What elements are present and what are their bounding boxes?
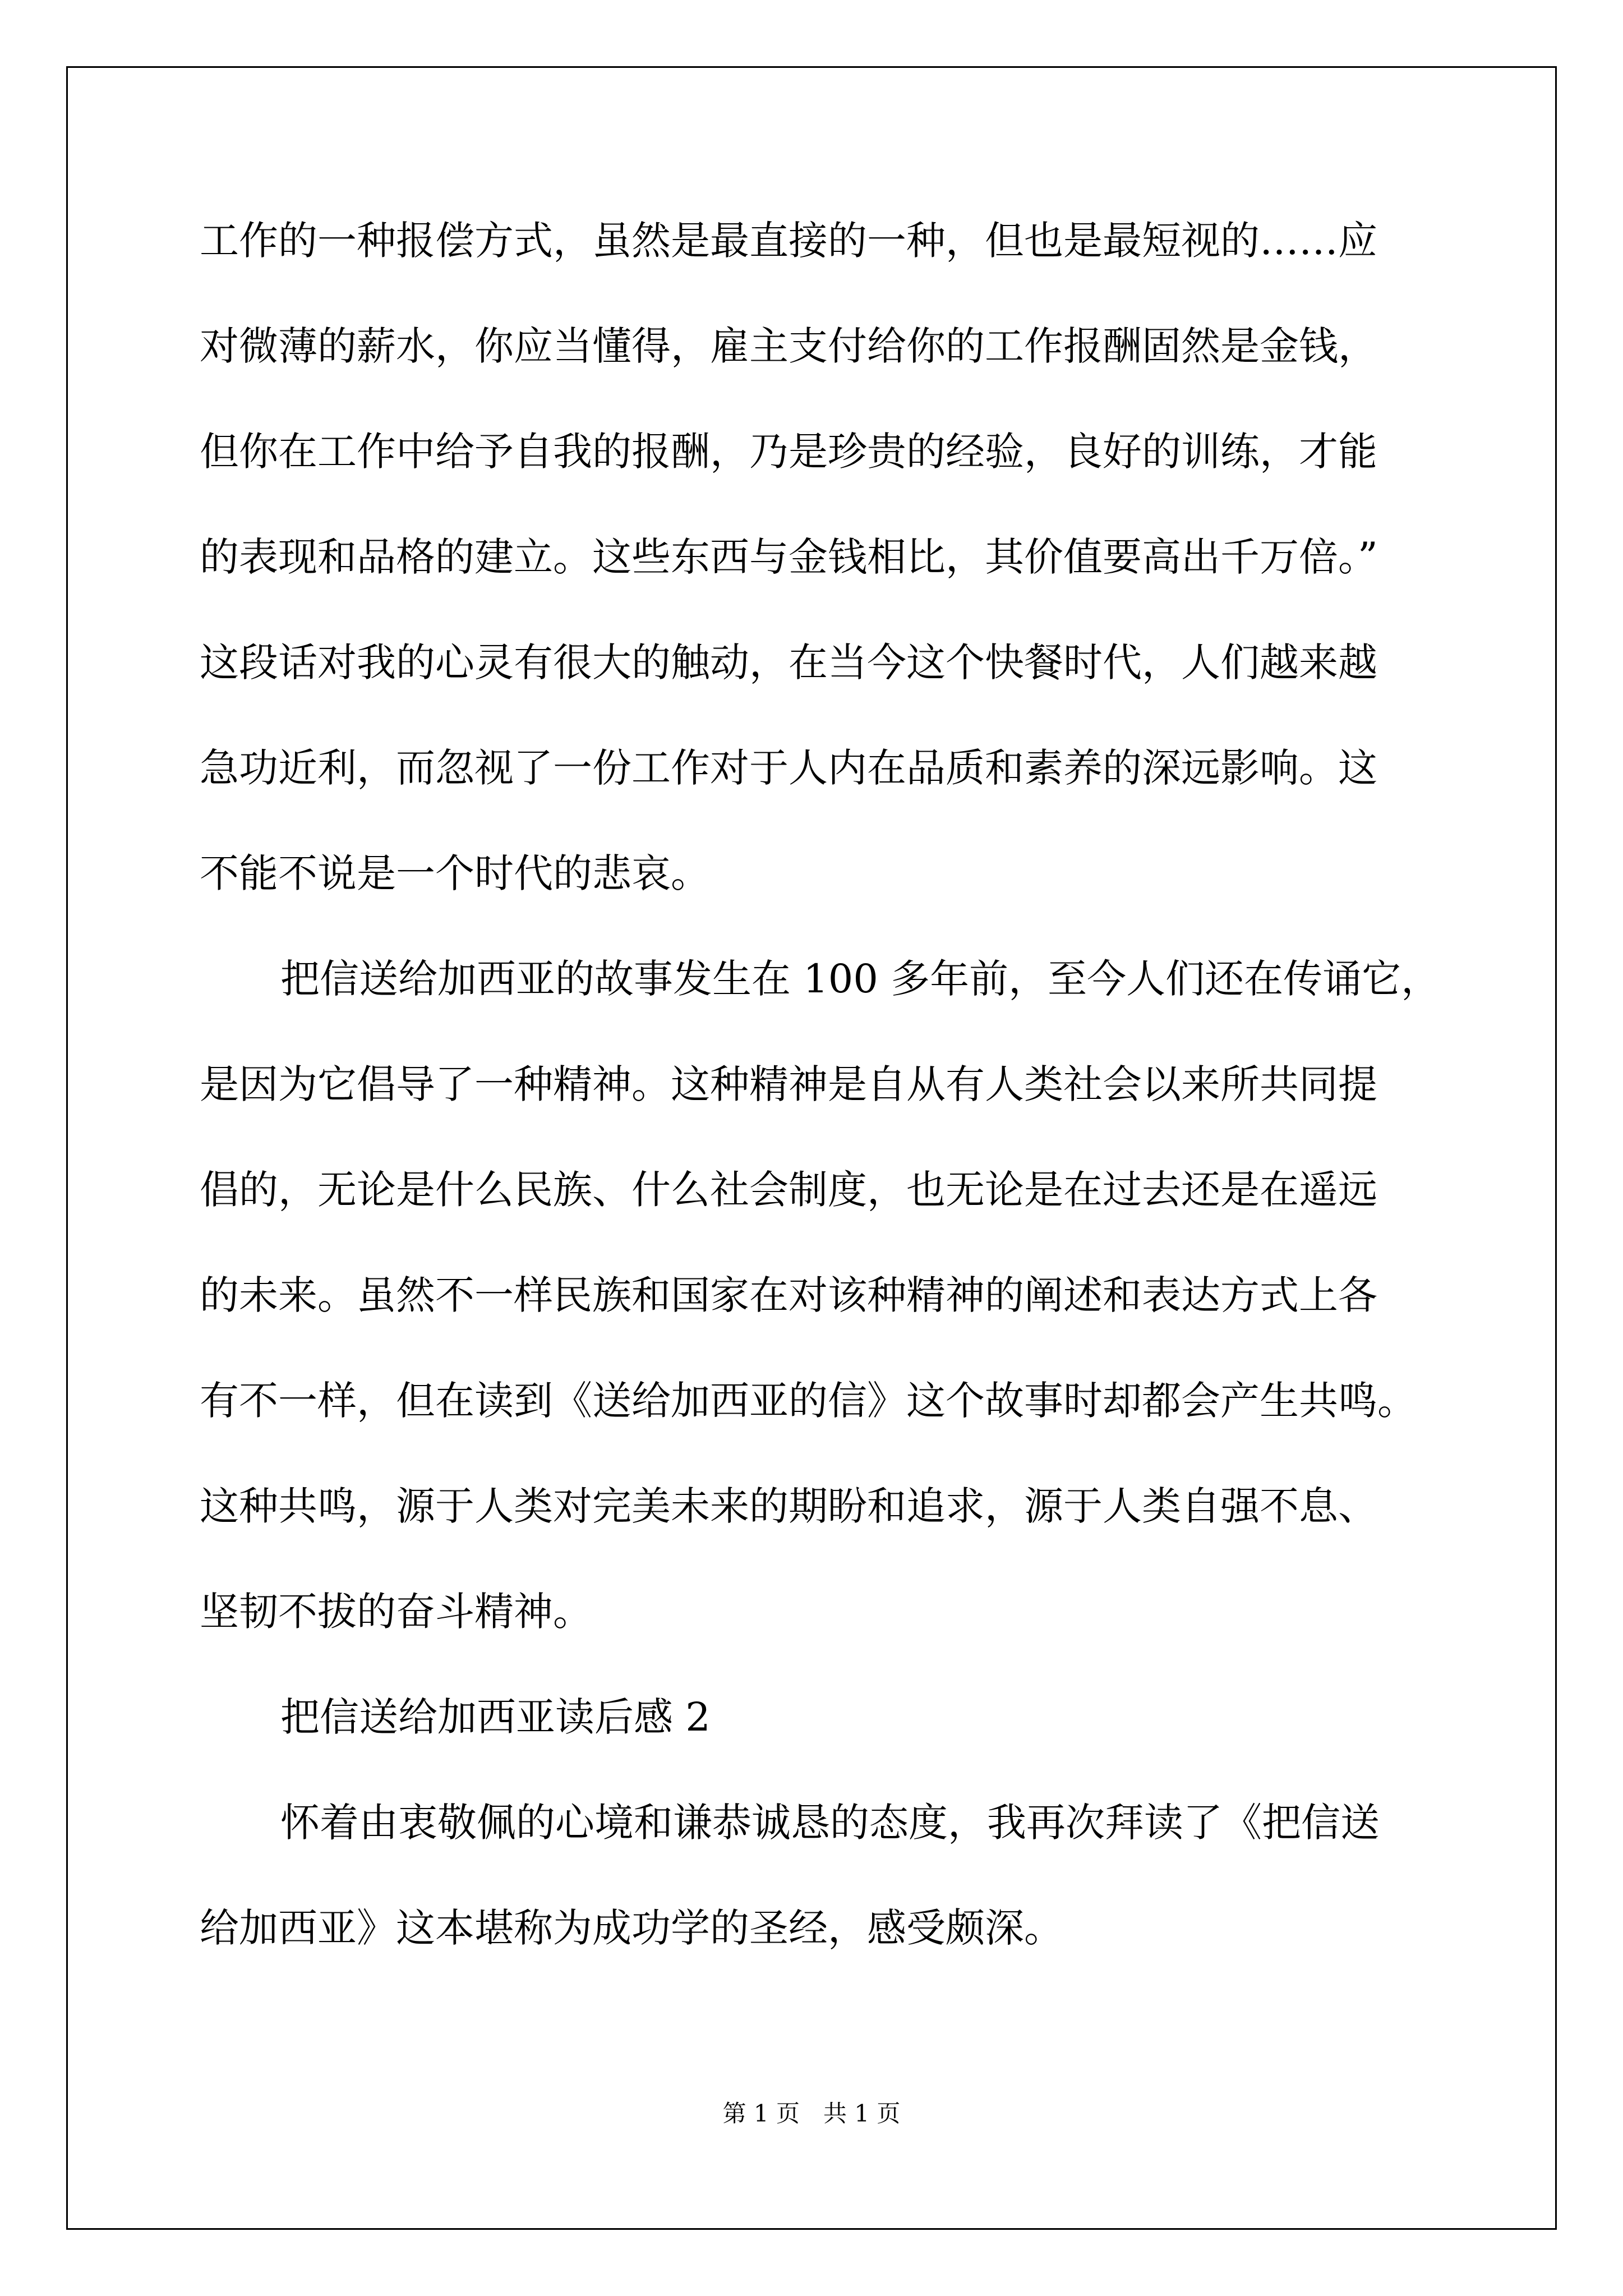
text-line: 的表现和品格的建立。这些东西与金钱相比，其价值要高出千万倍。” xyxy=(200,534,1378,580)
text-line: 有不一样，但在读到《送给加西亚的信》这个故事时却都会产生共鸣。 xyxy=(200,1378,1417,1424)
text-line: 工作的一种报偿方式，虽然是最直接的一种，但也是最短视的……应 xyxy=(200,218,1377,264)
page-footer xyxy=(0,2097,1623,2131)
text-line: 但你在工作中给予自我的报酬，乃是珍贵的经验，良好的训练，才能 xyxy=(200,429,1377,475)
text-line: 急功近利，而忽视了一份工作对于人内在品质和素养的深远影响。这 xyxy=(200,745,1377,791)
document-body xyxy=(200,214,1441,2007)
section-heading: 把信送给加西亚读后感 2 xyxy=(280,1694,711,1740)
page-total: 共 1 页 xyxy=(823,2100,901,2127)
page-number: 第 1 页 xyxy=(722,2100,800,2127)
text-line: 不能不说是一个时代的悲哀。 xyxy=(200,850,710,896)
text-line: 的未来。虽然不一样民族和国家在对该种精神的阐述和表达方式上各 xyxy=(200,1272,1377,1318)
text-line-indented: 怀着由衷敬佩的心境和谦恭诚恳的态度，我再次拜读了《把信送 xyxy=(280,1800,1380,1846)
text-line: 对微薄的薪水，你应当懂得，雇主支付给你的工作报酬固然是金钱， xyxy=(200,323,1377,369)
text-line: 倡的，无论是什么民族、什么社会制度，也无论是在过去还是在遥远 xyxy=(200,1167,1377,1213)
text-line-indented: 把信送给加西亚的故事发生在 100 多年前，至今人们还在传诵它， xyxy=(280,956,1441,1002)
text-line: 给加西亚》这本堪称为成功学的圣经，感受颇深。 xyxy=(200,1905,1063,1951)
text-line: 这种共鸣，源于人类对完美未来的期盼和追求，源于人类自强不息、 xyxy=(200,1483,1377,1529)
text-line: 是因为它倡导了一种精神。这种精神是自从有人类社会以来所共同提 xyxy=(200,1061,1377,1107)
text-line: 这段话对我的心灵有很大的触动，在当今这个快餐时代，人们越来越 xyxy=(200,639,1377,685)
text-line: 坚韧不拔的奋斗精神。 xyxy=(200,1589,592,1635)
